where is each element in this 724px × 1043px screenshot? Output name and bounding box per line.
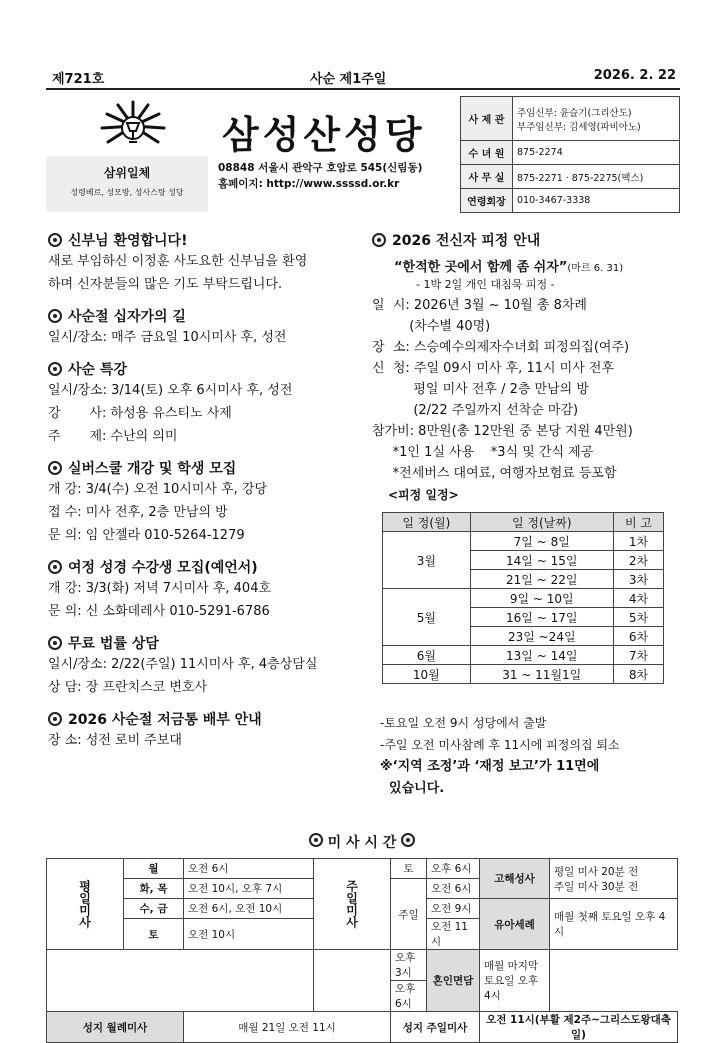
sunday-label: 주일 [391,879,427,950]
retreat-line: (2/22 주일까지 선착순 마감) [372,403,579,418]
schedule-dates: 14일 ~ 15일 [470,551,613,570]
weekday-day: 화, 목 [124,879,184,899]
table-row [47,950,678,981]
schedule-month: 10월 [383,665,471,684]
notice-section [48,709,368,752]
retreat-line: 신 청: 주일 09시 미사 후, 11시 미사 전후 [372,361,615,376]
table-row [383,532,664,551]
info-key: 사 무 실 [461,165,513,189]
schedule-round: 6차 [613,627,663,646]
notice-section [48,633,368,699]
retreat-line: *1인 1실 사용 *3식 및 간식 제공 [372,445,594,460]
retreat-quote: “한적한 곳에서 함께 좀 쉬자” [394,260,568,275]
retreat-line: 참가비: 8만원(총 12만원 중 본당 지원 4만원) [372,424,633,439]
flower-icon [48,461,62,475]
flower-icon [48,560,62,574]
schedule-dates: 31 ~ 11월1일 [470,665,613,684]
wedding-time: 매월 마지막 토요일 오후 4시 [480,950,550,1012]
schedule-month: 6월 [383,646,471,665]
retreat-heading [372,230,682,250]
schedule-round: 7차 [613,646,663,665]
notice-title: 사순절 십자가의 길 [68,309,186,325]
schedule-month: 3월 [383,532,471,589]
weekday-day: 월 [124,859,184,879]
notice-line: 일시/장소: 2/22(주일) 11시미사 후, 4층상담실 [48,657,318,672]
notice-line: 장 소: 성전 로비 주보대 [48,733,182,748]
schedule-dates: 7일 ~ 8일 [470,532,613,551]
confession-label: 고해성사 [480,859,550,899]
retreat-details [372,295,682,484]
shrine-sunday-label: 성지 주일미사 [391,1012,480,1043]
notice-line: 개 강: 3/3(화) 저녁 7시미사 후, 404호 [48,581,272,596]
issue-date: 2026. 2. 22 [593,68,676,83]
sunday-time: 오후 3시 [391,950,427,981]
weekday-time: 오전 10시, 오후 7시 [184,879,314,899]
office-phone: 875-2271 · 875-2275(팩스) [513,165,680,189]
notice-line: 문 의: 임 안젤라 010-5264-1279 [48,528,245,543]
flower-icon [309,833,323,847]
address: 08848 서울시 관악구 호암로 545(신림동) [218,162,423,174]
schedule-dates: 9일 ~ 10일 [470,589,613,608]
sunday-time: 오전 9시 [427,899,480,919]
retreat-line: *전세버스 대여료, 여행자보험료 등포함 [372,466,617,481]
notice-line: 상 담: 장 프란치스코 변호사 [48,680,208,695]
notice-title: 신부님 환영합니다! [68,233,188,249]
sunday-time: 오후 6시 [391,981,427,1012]
retreat-quote-line [394,256,682,275]
table-row [383,589,664,608]
notice-line: 일시/장소: 3/14(토) 오후 6시미사 후, 성전 [48,383,293,398]
schedule-dates: 16일 ~ 17일 [470,608,613,627]
left-column [48,230,368,762]
retreat-subtitle: - 1박 2일 개인 대침묵 피정 - [416,278,555,291]
assistant-pastor: 부주임신부: 김세영(파비아노) [517,121,641,133]
motto-box [46,156,208,212]
schedule-dates: 21일 ~ 22일 [470,570,613,589]
schedule-title: <피정 일정> [388,488,459,502]
header-rule [46,88,680,90]
liturgical-week: 사순 제1주일 [310,72,387,87]
weekday-day: 토 [124,919,184,950]
retreat-notes [380,712,680,800]
retreat-title: 2026 전신자 피정 안내 [392,233,541,249]
notice-line: 주 제: 수난의 의미 [48,429,178,444]
contact-table [460,96,680,213]
notice-title: 2026 사순절 저금통 배부 안내 [68,712,262,728]
retreat-line: 장 소: 스승예수의제자수녀회 피정의집(여주) [372,340,630,355]
retreat-note: 있습니다. [380,781,445,796]
mass-title: 미 사 시 간 [327,835,397,851]
issue-number: 제721호 [52,72,105,87]
notice-section [48,458,368,547]
mass-schedule-table [46,858,678,1043]
notice-heading [48,359,368,379]
schedule-dates: 23일 ~24일 [470,627,613,646]
table-row [383,646,664,665]
notice-section [48,557,368,623]
weekday-time: 오전 6시, 오전 10시 [184,899,314,919]
weekday-time: 오전 6시 [184,859,314,879]
notice-heading [48,557,368,577]
schedule-dates: 13일 ~ 14일 [470,646,613,665]
notice-heading [48,458,368,478]
flower-icon [48,362,62,376]
schedule-round: 8차 [613,665,663,684]
weekday-day: 수, 금 [124,899,184,919]
mass-heading [0,832,724,852]
retreat-line: (차수별 40명) [372,319,491,334]
flower-icon [48,309,62,323]
confession-time: 평일 미사 20분 전 [554,865,639,878]
schedule-month: 5월 [383,589,471,646]
weekday-time: 오전 10시 [184,919,314,950]
schedule-round: 1차 [613,532,663,551]
quote-reference: (마르 6. 31) [567,263,624,274]
notice-section [48,230,368,296]
saturday-label: 토 [391,859,427,879]
weekday-mass-label: 평일미사 [47,859,124,950]
schedule-round: 3차 [613,570,663,589]
notice-title: 여정 성경 수강생 모집(예언서) [68,560,258,576]
flower-icon [372,233,386,247]
flower-icon [48,636,62,650]
shrine-sunday-time: 오전 11시(부활 제2주~그리스도왕대축일) [480,1012,678,1043]
notice-section [48,306,368,349]
motto-sub: 성령베르, 성모방, 성사스탕 성당 [70,188,184,197]
notice-heading [48,306,368,326]
notice-heading [48,633,368,653]
notice-heading [48,709,368,729]
homepage-link[interactable]: 홈페이지: http://www.ssssd.or.kr [218,178,400,190]
info-key: 연령회장 [461,189,513,213]
saturday-time: 오후 6시 [427,859,480,879]
wedding-label: 혼인면담 [427,950,480,1012]
flower-icon [401,833,415,847]
retreat-note: -토요일 오전 9시 성당에서 출발 [380,716,547,730]
retreat-schedule-table [382,512,664,684]
info-key: 수 녀 원 [461,141,513,165]
convent-phone: 875-2274 [513,141,680,165]
top-bar [48,66,680,88]
baptism-time: 매월 첫째 토요일 오후 4시 [550,899,678,950]
notice-line: 일시/장소: 매주 금요일 10시미사 후, 성전 [48,330,287,345]
notice-title: 실버스쿨 개강 및 학생 모집 [68,461,237,477]
funeral-head-phone: 010-3467-3338 [513,189,680,213]
schedule-round: 5차 [613,608,663,627]
right-column [372,230,682,503]
notice-section [48,359,368,448]
flower-icon [48,233,62,247]
retreat-note: -주일 오전 미사참례 후 11시에 피정의집 퇴소 [380,738,620,752]
notice-line: 하며 신자분들의 많은 기도 부탁드립니다. [48,277,283,292]
schedule-round: 4차 [613,589,663,608]
sunday-time: 오전 11시 [427,919,480,950]
shrine-monthly-time: 매월 21일 오전 11시 [184,1012,391,1043]
notice-line: 강 사: 하성용 유스티노 사제 [48,406,232,421]
schedule-header: 비 고 [613,513,663,532]
confession-time: 주일 미사 30분 전 [554,880,639,893]
table-row [383,665,664,684]
pastor: 주임신부: 윤슬기(그리산도) [517,107,632,119]
church-logo-icon [98,98,168,154]
address-block [218,160,422,192]
notice-heading [48,230,368,250]
notice-line: 접 수: 미사 전후, 2층 만남의 방 [48,505,228,520]
schedule-header: 일 정(날짜) [470,513,613,532]
info-key: 사 제 관 [461,97,513,141]
retreat-line: 일 시: 2026년 3월 ~ 10월 총 8차례 [372,298,587,313]
flower-icon [48,712,62,726]
church-title: 삼성산성당 [222,113,426,157]
table-row [47,859,678,879]
notice-title: 사순 특강 [68,362,127,378]
notice-title: 무료 법률 상담 [68,636,159,652]
retreat-note: ※‘지역 조정’과 ‘재정 보고’가 11면에 [380,759,600,774]
motto: 삼위일체 [103,166,151,180]
sunday-mass-label: 주일미사 [314,859,391,950]
schedule-header: 일 정(월) [383,513,471,532]
retreat-line: 평일 미사 전후 / 2층 만남의 방 [372,382,589,397]
notice-line: 문 의: 신 소화데레사 010-5291-6786 [48,604,270,619]
shrine-monthly-label: 성지 월례미사 [47,1012,184,1043]
sunday-time: 오전 6시 [427,879,480,899]
notice-line: 새로 부임하신 이정훈 사도요한 신부님을 환영 [48,254,308,269]
notice-line: 개 강: 3/4(수) 오전 10시미사 후, 강당 [48,482,268,497]
baptism-label: 유아세례 [480,899,550,950]
schedule-round: 2차 [613,551,663,570]
